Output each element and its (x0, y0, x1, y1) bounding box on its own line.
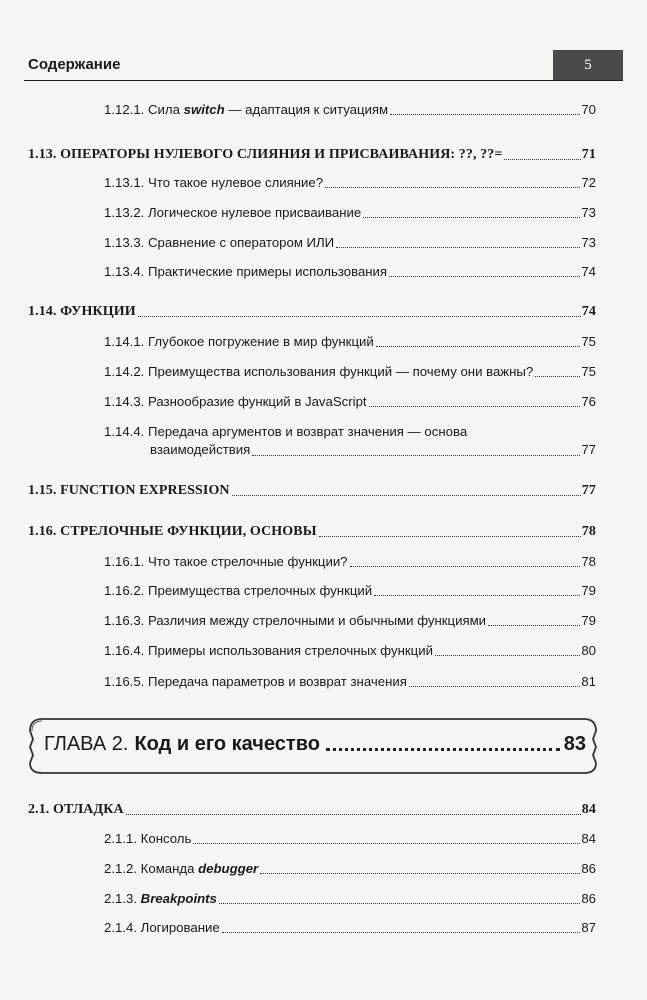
toc-page: 80 (581, 643, 596, 658)
leader-dots (350, 565, 581, 567)
leader-dots (488, 624, 580, 626)
toc-entry[interactable] (104, 919, 596, 936)
leader-dots (252, 454, 580, 456)
toc-entry-label: 1.15. FUNCTION EXPRESSION (28, 483, 230, 498)
toc-entry-label: 1.13. ОПЕРАТОРЫ НУЛЕВОГО СЛИЯНИЯ И ПРИСВАИВАНИЯ: ??, ??= (28, 147, 503, 162)
toc-entry[interactable] (104, 234, 596, 251)
leader-dots (222, 931, 581, 933)
toc-entry-label: 1.13.1. Что такое нулевое слияние? (104, 175, 324, 190)
leader-dots (260, 872, 580, 874)
toc-entry[interactable] (104, 263, 596, 280)
toc-entry-label: 1.16. СТРЕЛОЧНЫЕ ФУНКЦИИ, ОСНОВЫ (28, 524, 317, 539)
toc-page: 87 (581, 920, 596, 935)
leader-dots (535, 375, 580, 377)
toc-entry[interactable] (104, 860, 596, 877)
toc-entry[interactable] (104, 642, 596, 659)
toc-page: 84 (581, 802, 596, 817)
toc-entry[interactable] (104, 363, 596, 380)
toc-entry-label: 2.1.1. Консоль (104, 831, 192, 846)
toc-section[interactable] (28, 523, 596, 540)
toc-section[interactable] (28, 801, 596, 818)
toc-page: 86 (581, 861, 596, 876)
toc-page: 74 (581, 304, 596, 319)
toc-entry-label: 1.16.3. Различия между стрелочными и обычными функциями (104, 613, 487, 628)
leader-dots (363, 216, 580, 218)
toc-page: 77 (581, 442, 596, 457)
toc-entry[interactable] (104, 101, 596, 118)
chapter-title: Код и его качество (134, 733, 320, 755)
toc-entry-label: 1.12.1. Сила switch — адаптация к ситуациям (104, 102, 389, 117)
toc-entry-label: 1.14. ФУНКЦИИ (28, 304, 136, 319)
leader-dots (376, 345, 581, 347)
toc-entry[interactable] (104, 612, 596, 629)
toc-page: 71 (581, 147, 596, 162)
leader-dots (219, 902, 580, 904)
toc-page: 73 (581, 205, 596, 220)
leader-dots (409, 685, 580, 687)
toc-entry-label: 1.14.1. Глубокое погружение в мир функций (104, 334, 374, 349)
toc-entry-label: 1.14.2. Преимущества использования функций — почему они важны? (104, 364, 534, 379)
toc-entry-label: 2.1.2. Команда debugger (104, 861, 259, 876)
leader-dots (390, 113, 580, 115)
leader-dots (336, 246, 580, 248)
toc-page: 75 (581, 364, 596, 379)
page-number: 5 (553, 50, 623, 80)
toc-page: 79 (581, 613, 596, 628)
toc-entry[interactable] (104, 174, 596, 191)
toc-entry-label: 1.16.4. Примеры использования стрелочных функций (104, 643, 433, 658)
chapter-heading (44, 732, 586, 756)
toc-page: 81 (581, 674, 596, 689)
toc-page: 79 (581, 583, 596, 598)
leader-dots (326, 747, 560, 751)
toc-entry[interactable] (104, 673, 596, 690)
toc-page: 70 (581, 102, 596, 117)
leader-dots (389, 275, 580, 277)
toc-page: 76 (581, 394, 596, 409)
leader-dots (193, 842, 580, 844)
chapter-label: ГЛАВА 2. (44, 733, 129, 755)
toc-entry-label: 1.13.4. Практические примеры использования (104, 264, 388, 279)
toc-page: 84 (581, 831, 596, 846)
toc-section[interactable] (28, 303, 596, 320)
leader-dots (435, 654, 580, 656)
toc-page: 78 (581, 524, 596, 539)
toc-entry[interactable] (104, 204, 596, 221)
toc-entry[interactable] (104, 553, 596, 570)
leader-dots (369, 405, 581, 407)
toc-page: 78 (581, 554, 596, 569)
leader-dots (319, 535, 581, 537)
toc-entry-label: 1.14.4. Передача аргументов и возврат значения — основа (104, 424, 468, 439)
toc-entry-label: 1.14.3. Разнообразие функций в JavaScript (104, 394, 367, 409)
leader-dots (232, 494, 581, 496)
leader-dots (138, 315, 581, 317)
toc-entry-label: 1.16.1. Что такое стрелочные функции? (104, 554, 348, 569)
toc-entry-label: 1.16.5. Передача параметров и возврат значения (104, 674, 407, 689)
running-title: Содержание (28, 56, 121, 73)
toc-page: 73 (581, 235, 596, 250)
leader-dots (504, 158, 580, 160)
toc-entry-label: 2.1.4. Логирование (104, 920, 220, 935)
toc-entry-continuation (104, 441, 596, 459)
toc-page: 75 (581, 334, 596, 349)
toc-section[interactable] (28, 146, 596, 163)
toc-entry[interactable] (104, 423, 596, 459)
toc-page: 77 (581, 483, 596, 498)
toc-entry-label-cont: взаимодействия (150, 442, 251, 457)
toc-entry[interactable] (104, 393, 596, 410)
leader-dots (325, 186, 580, 188)
toc-entry-label: 1.13.2. Логическое нулевое присваивание (104, 205, 362, 220)
toc-page: 72 (581, 175, 596, 190)
chapter-page: 83 (563, 733, 586, 755)
toc-entry-label: 2.1.3. Breakpoints (104, 891, 217, 906)
leader-dots (374, 594, 580, 596)
toc-entry[interactable] (104, 890, 596, 907)
toc-page: 74 (581, 264, 596, 279)
leader-dots (126, 813, 581, 815)
toc-entry-label: 1.13.3. Сравнение с оператором ИЛИ (104, 235, 335, 250)
toc-entry-label: 2.1. ОТЛАДКА (28, 802, 124, 817)
toc-entry[interactable] (104, 333, 596, 350)
toc-entry[interactable] (104, 582, 596, 599)
toc-entry-label: 1.16.2. Преимущества стрелочных функций (104, 583, 373, 598)
toc-section[interactable] (28, 482, 596, 499)
toc-entry[interactable] (104, 830, 596, 847)
toc-page: 86 (581, 891, 596, 906)
chapter-banner[interactable] (28, 717, 598, 775)
